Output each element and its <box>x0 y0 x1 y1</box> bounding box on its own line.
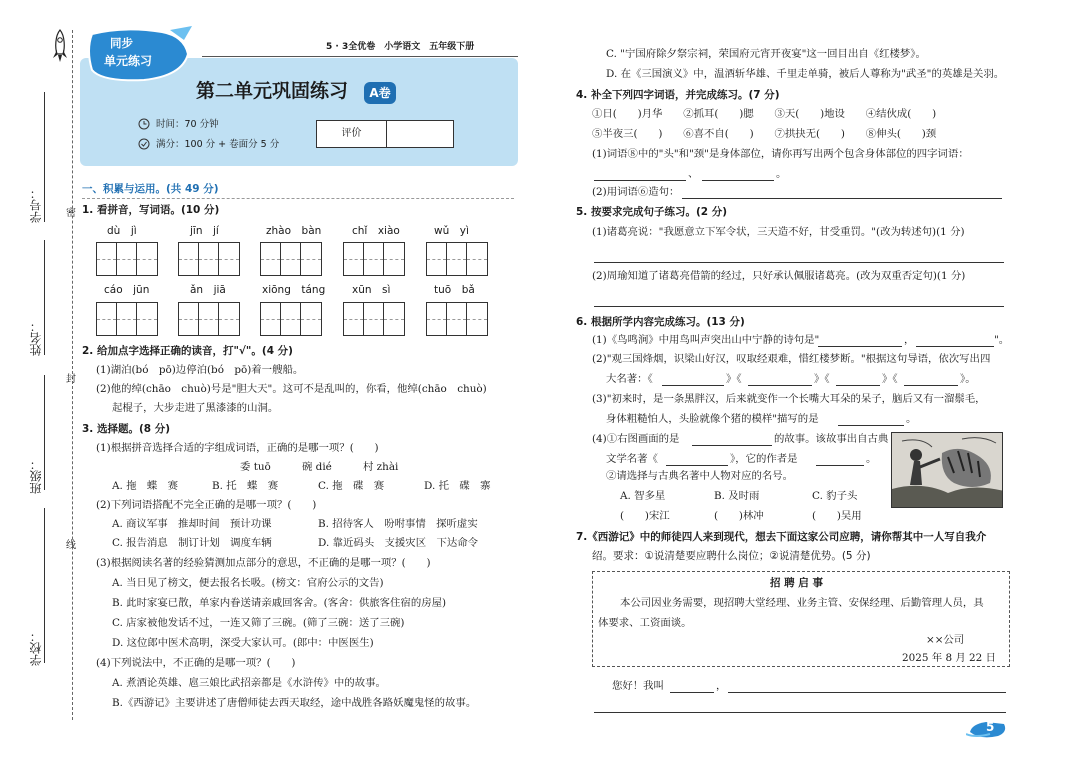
notice-body-cont: 体要求、工资面谈。 <box>598 617 692 629</box>
clock-icon <box>138 118 150 134</box>
answer-line[interactable] <box>838 425 904 426</box>
q6-3-cont: 身体粗糙怕人，头脸就像个猪的模样"描写的是 <box>606 413 819 425</box>
option[interactable]: B. 及时雨 <box>714 490 760 502</box>
match-item[interactable]: ( )林冲 <box>714 510 764 522</box>
q3-4-stem: (4)下列说法中，不正确的是哪一项？( ) <box>96 657 296 669</box>
q4-1-stem: (1)词语⑧中的"头"和"颈"是身体部位，请你再写出两个包含身体部位的四字词语： <box>592 148 969 160</box>
name-label: 姓名： <box>29 320 43 356</box>
answer-line[interactable] <box>702 180 774 181</box>
option[interactable]: D. 托 碟 寨 <box>424 480 491 492</box>
rocket-icon <box>52 28 68 68</box>
q6-1-stem: (1)《鸟鸣涧》中用鸟叫声突出山中宁静的诗句是" <box>592 334 820 346</box>
time-limit: 时间：70 分钟 <box>156 119 219 130</box>
seal-feng: 封 <box>66 374 76 385</box>
q5-2-stem: (2)周瑜知道了诸葛亮借箭的经过，只好承认佩服诸葛亮。(改为双重否定句)(1 分) <box>592 270 966 282</box>
option[interactable]: C. 报告消息 制订计划 调度车辆 <box>112 537 272 549</box>
pinyin: tuō bǎ <box>434 284 475 296</box>
q3-1-stem: (1)根据拼音选择合适的字组成词语，正确的是哪一项？( ) <box>96 442 379 454</box>
intro-prompt: 您好！我叫 <box>612 680 664 692</box>
series-label: 5 · 3全优卷 小学语文 五年级下册 <box>326 42 475 52</box>
answer-line[interactable] <box>682 198 1002 199</box>
q3-4-option-d[interactable]: D. 在《三国演义》中，温酒斩华雄、千里走单骑，被后人尊称为"武圣"的英雄是关羽。 <box>606 68 1005 80</box>
q6-heading: 6. 根据所学内容完成练习。(13 分) <box>576 316 745 328</box>
q1-heading: 1. 看拼音，写词语。(10 分) <box>82 204 220 216</box>
notice-company: ××公司 <box>926 634 965 646</box>
q2-item-2: (2)他的绰(chāo chuò)号是"胆大天"。这可不是乱叫的，你看，他绰(chāo chuò) <box>96 383 487 395</box>
badge-line1: 同步 <box>110 36 133 50</box>
pinyin: xiōng táng <box>262 284 326 296</box>
answer-line[interactable] <box>818 346 902 347</box>
class-label: 班级： <box>29 458 43 494</box>
answer-grid[interactable] <box>178 242 240 276</box>
name-field[interactable] <box>44 240 45 355</box>
notice-date: 2025 年 8 月 22 日 <box>902 652 996 664</box>
seal-xian: 线 <box>66 540 76 551</box>
q6-4-part2: ②请选择与古典名著中人物对应的名号。 <box>606 470 794 482</box>
page-number: 5 <box>986 720 995 734</box>
pinyin: cáo jūn <box>104 284 150 296</box>
q3-heading: 3. 选择题。(8 分) <box>82 423 171 435</box>
option[interactable]: A. 当日见了榜文，便去报名长吸。(榜文：官府公示的文告) <box>112 577 384 589</box>
option[interactable]: A. 智多星 <box>620 490 666 502</box>
option[interactable]: A. 拖 蝶 赛 <box>112 480 179 492</box>
answer-line[interactable] <box>728 692 1006 693</box>
answer-grid[interactable] <box>96 242 158 276</box>
pinyin: dù jì <box>107 225 137 237</box>
pinyin: xūn sì <box>352 284 391 296</box>
q6-4-cont: 文学名著《 <box>606 453 658 465</box>
answer-line[interactable] <box>594 262 1004 263</box>
option[interactable]: D. 靠近码头 支援灾区 下达命令 <box>318 537 479 549</box>
answer-line[interactable] <box>594 180 686 181</box>
q4-heading: 4. 补全下列四字词语，并完成练习。(7 分) <box>576 89 780 101</box>
answer-grid[interactable] <box>343 302 405 336</box>
match-item[interactable]: ( )宋江 <box>620 510 670 522</box>
pinyin: jīn jí <box>190 225 219 237</box>
pinyin: chǐ xiào <box>352 225 400 237</box>
option[interactable]: C. 豹子头 <box>812 490 858 502</box>
q6-3-stem: (3)"初来时，是一条黑胖汉，后来就变作一个长嘴大耳朵的呆子，脑后又有一溜鬃毛， <box>592 393 986 405</box>
answer-line[interactable] <box>666 465 728 466</box>
q4-row-1: ①日( )月华 ②抓耳( )腮 ③天( )地设 ④结伙成( ) <box>592 108 937 120</box>
student-id-field[interactable] <box>44 92 45 222</box>
q2-item-2-cont: 起棍子，大步走进了黑漆漆的山洞。 <box>112 402 279 414</box>
answer-grid[interactable] <box>343 242 405 276</box>
evaluation-input[interactable] <box>387 121 453 147</box>
option[interactable]: D. 这位郎中医术高明，深受大家认可。(郎中：中医医生) <box>112 637 374 649</box>
evaluation-box: 评价 <box>316 120 454 148</box>
answer-grid[interactable] <box>178 302 240 336</box>
class-field[interactable] <box>44 375 45 490</box>
q2-item-1: (1)湖泊(bó pō)边停泊(bó pō)着一艘船。 <box>96 364 304 376</box>
answer-line[interactable] <box>748 385 812 386</box>
q5-1-stem: (1)诸葛亮说："我愿意立下军令状，三天造不好，甘受重罚。"(改为转述句)(1 分) <box>592 226 965 238</box>
answer-line[interactable] <box>594 306 1004 307</box>
pinyin: wǔ yì <box>434 225 469 237</box>
q3-2-stem: (2)下列词语搭配不完全正确的是哪一项？( ) <box>96 499 317 511</box>
q7-heading: 7.《西游记》中的师徒四人来到现代，想去下面这家公司应聘，请你帮其中一人写自我介 <box>576 531 987 543</box>
answer-line[interactable] <box>692 445 772 446</box>
q4-2-stem: (2)用词语⑥造句： <box>592 186 680 198</box>
q3-3-stem: (3)根据阅读名著的经验猜测加点部分的意思，不正确的是哪一项？( ) <box>96 557 431 569</box>
answer-grid[interactable] <box>96 302 158 336</box>
answer-line[interactable] <box>670 692 714 693</box>
section-1-heading: 一、积累与运用。(共 49 分) <box>82 183 219 195</box>
answer-grid[interactable] <box>426 302 488 336</box>
answer-line[interactable] <box>916 346 994 347</box>
option[interactable]: B. 托 蝶 赛 <box>212 480 279 492</box>
answer-grid[interactable] <box>260 302 322 336</box>
q5-heading: 5. 按要求完成句子练习。(2 分) <box>576 206 728 218</box>
answer-line[interactable] <box>594 712 1006 713</box>
answer-line[interactable] <box>662 385 724 386</box>
option[interactable]: B. 此时家宴已散，单家内眷送请亲戚回客舍。(客舍：供旅客住宿的房屋) <box>112 597 447 609</box>
option[interactable]: A. 商议军事 推却时间 预计功课 <box>112 518 272 530</box>
q4-row-2: ⑤半夜三( ) ⑥喜不自( ) ⑦拱抉无( ) ⑧伸头( )颈 <box>592 128 937 140</box>
answer-grid[interactable] <box>260 242 322 276</box>
option[interactable]: B.《西游记》主要讲述了唐僧师徒去西天取经，途中战胜各路妖魔鬼怪的故事。 <box>112 697 477 709</box>
title-tag: A卷 <box>364 82 396 104</box>
pinyin: zhào bàn <box>266 225 322 237</box>
check-icon <box>138 138 150 154</box>
tiger-illustration <box>891 432 1003 508</box>
answer-line[interactable] <box>836 385 880 386</box>
option[interactable]: C. 店家被他发话不过，一连又筛了三碗。(筛了三碗：送了三碗) <box>112 617 405 629</box>
school-label: 学校： <box>29 630 43 666</box>
q6-4-stem: (4)①右图画面的是 <box>592 433 680 445</box>
pinyin: ǎn jiā <box>190 284 226 296</box>
q3-1-pinyin: 委 tuō 碗 dié 村 zhài <box>240 461 399 473</box>
q3-4-option-c[interactable]: C. "宁国府除夕祭宗祠，荣国府元宵开夜宴"这一回目出自《红楼梦》。 <box>606 48 926 60</box>
student-id-label: 学号： <box>29 187 43 223</box>
page-title: 第二单元巩固练习 <box>196 80 349 102</box>
answer-line[interactable] <box>816 465 864 466</box>
option[interactable]: C. 拖 碟 赛 <box>318 480 385 492</box>
notice-body: 本公司因业务需要，现招聘大堂经理、业务主管、安保经理、后勤管理人员，具 <box>620 597 984 609</box>
badge-line2: 单元练习 <box>104 54 153 68</box>
q2-heading: 2. 给加点字选择正确的读音，打"√"。(4 分) <box>82 345 293 357</box>
school-field[interactable] <box>44 508 45 663</box>
option[interactable]: B. 招待客人 吩咐事情 探听虚实 <box>318 518 478 530</box>
q6-2-cont: 大名著：《 <box>606 373 653 385</box>
answer-line[interactable] <box>904 385 958 386</box>
q6-2-stem: (2)"观三国烽烟，识梁山好汉，叹取经艰难，惜红楼梦断。"根据这句导语，依次写出四 <box>592 353 991 365</box>
q7-requirements: 绍。要求：①说清楚要应聘什么岗位；②说清楚优势。(5 分) <box>592 550 871 562</box>
answer-grid[interactable] <box>426 242 488 276</box>
full-score: 满分：100 分 + 卷面分 5 分 <box>156 139 280 150</box>
seal-mi: 密 <box>66 208 76 219</box>
match-item[interactable]: ( )吴用 <box>812 510 862 522</box>
notice-title: 招 聘 启 事 <box>770 577 823 589</box>
option[interactable]: A. 煮酒论英雄、扈三娘比武招亲都是《水浒传》中的故事。 <box>112 677 386 689</box>
